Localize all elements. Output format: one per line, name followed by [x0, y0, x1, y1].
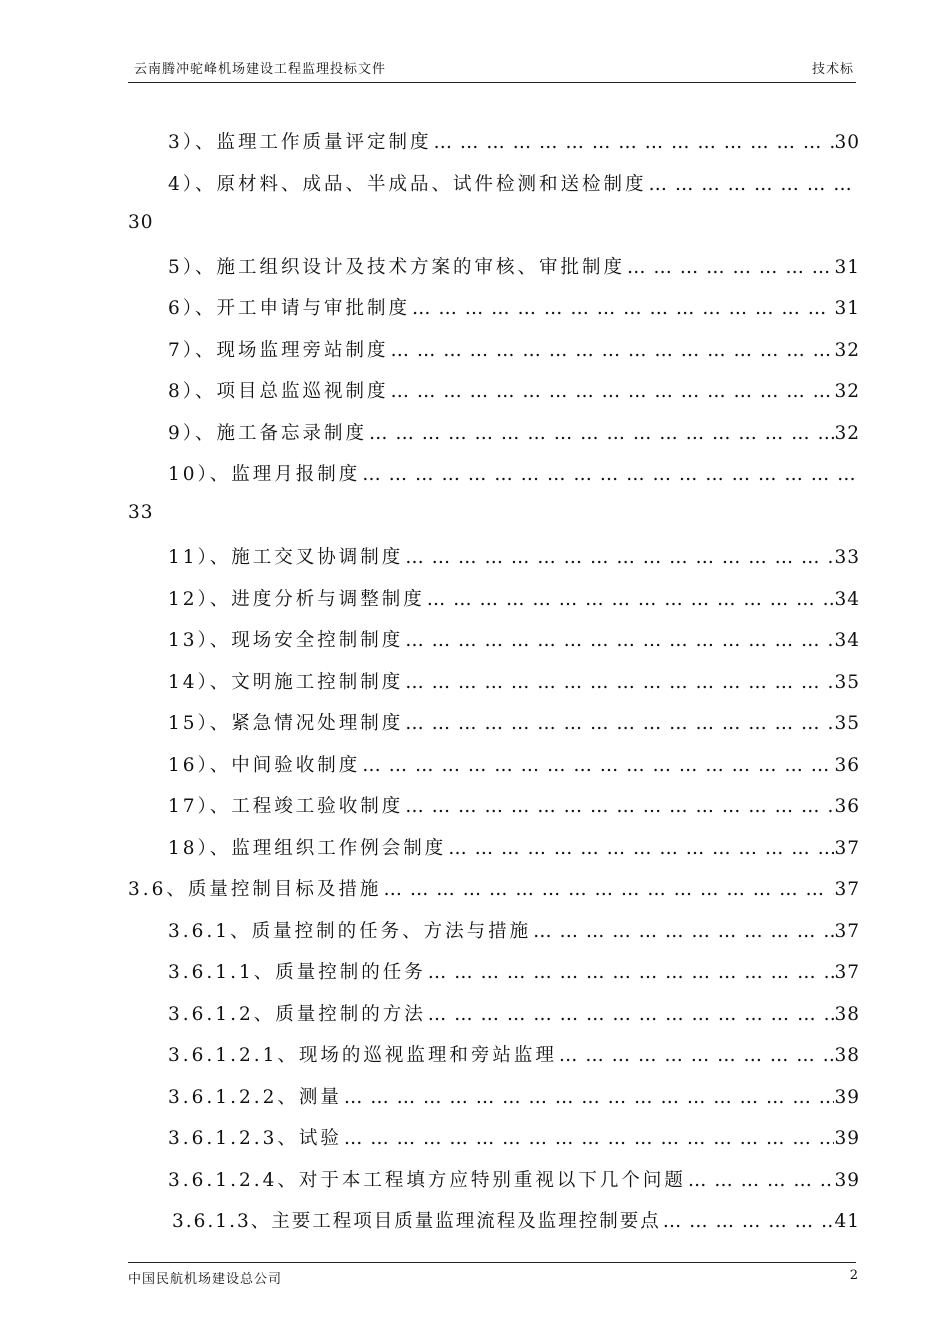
toc-entry-title: 8）、项目总监巡视制度: [168, 381, 389, 402]
toc-leader: [559, 1045, 835, 1066]
toc-entry-page: 39: [834, 1087, 860, 1108]
toc-entry[interactable]: [168, 917, 860, 945]
toc-leader: [627, 257, 834, 278]
toc-entry-page: 33: [128, 502, 154, 523]
footer-rule: [128, 1262, 856, 1263]
toc-entry-page: 30: [834, 132, 860, 153]
page-number: 2: [849, 1268, 858, 1283]
toc-entry[interactable]: [168, 1041, 860, 1069]
toc-entry-title: 3.6.1.2、质量控制的方法: [168, 1004, 426, 1025]
toc-leader: [344, 1087, 835, 1108]
toc-leader: [405, 713, 834, 734]
toc-entry-title: 3.6、质量控制目标及措施: [128, 879, 382, 900]
toc-entry-title: 16）、中间验收制度: [168, 755, 361, 776]
toc-entry-title: 14）、文明施工控制制度: [168, 672, 404, 693]
header-title: 云南腾冲驼峰机场建设工程监理投标文件: [134, 62, 387, 77]
toc-entry[interactable]: [168, 294, 860, 322]
toc-leader: [344, 1128, 835, 1149]
toc-entry[interactable]: [168, 253, 860, 281]
footer-company: 中国民航机场建设总公司: [128, 1272, 283, 1287]
toc-entry-page: 36: [834, 755, 860, 776]
toc-entry-page: 38: [834, 1045, 860, 1066]
toc-entry-title: 4）、原材料、成品、半成品、试件检测和送检制度: [168, 174, 647, 195]
toc-leader: [533, 921, 834, 942]
toc-entry-page: 37: [834, 838, 860, 859]
toc-entry-title: 3）、监理工作质量评定制度: [168, 132, 432, 153]
toc-entry[interactable]: [168, 1124, 860, 1152]
toc-entry[interactable]: [168, 128, 860, 156]
toc-leader: [412, 298, 834, 319]
toc-entry[interactable]: [168, 585, 860, 613]
toc-leader: [428, 962, 835, 983]
toc-entry-page: 36: [834, 796, 860, 817]
toc-leader: [663, 1211, 835, 1232]
toc-entry-page: 32: [834, 381, 860, 402]
toc-leader: [362, 755, 834, 776]
toc-leader: [427, 589, 835, 610]
toc-entry-title: 3.6.1.1、质量控制的任务: [168, 962, 426, 983]
toc-entry-page: 32: [834, 340, 860, 361]
toc-entry-title: 18）、监理组织工作例会制度: [168, 838, 447, 859]
toc-entry-page: 31: [834, 257, 860, 278]
toc-entry[interactable]: [168, 1083, 860, 1111]
toc-entry-title: 3.6.1.2.1、现场的巡视监理和旁站监理: [168, 1045, 557, 1066]
header-section: 技术标: [811, 62, 854, 77]
toc-entry-title: 9）、施工备忘录制度: [168, 423, 368, 444]
toc-entry-title: 11）、施工交叉协调制度: [168, 547, 404, 568]
toc-entry-page: 34: [834, 589, 860, 610]
toc-entry[interactable]: [168, 336, 860, 364]
toc-entry-page: 33: [834, 547, 860, 568]
toc-leader: [369, 423, 834, 444]
toc-entry-page: 35: [834, 672, 860, 693]
toc-entry-page: 37: [834, 879, 860, 900]
toc-leader: [649, 174, 860, 195]
toc-entry-page: 31: [834, 298, 860, 319]
toc-entry[interactable]: [168, 751, 860, 779]
toc-leader: [391, 381, 835, 402]
toc-entry[interactable]: [172, 1207, 860, 1235]
toc-entry[interactable]: [168, 377, 860, 405]
toc-entry[interactable]: [168, 792, 860, 820]
toc-entry[interactable]: [168, 1166, 860, 1194]
toc-entry-page: 39: [834, 1170, 860, 1191]
toc-leader: [405, 547, 834, 568]
toc-leader: [383, 879, 834, 900]
toc-entry[interactable]: [168, 419, 860, 447]
toc-leader: [448, 838, 834, 859]
toc-entry-title: 10）、监理月报制度: [168, 464, 361, 485]
toc-entry[interactable]: [168, 709, 860, 737]
toc-entry-title: 3.6.1.3、主要工程项目质量监理流程及监理控制要点: [172, 1211, 661, 1232]
toc-leader: [428, 1004, 835, 1025]
toc-leader: [362, 464, 860, 485]
toc-entry[interactable]: [168, 958, 860, 986]
toc-entry[interactable]: [168, 170, 860, 198]
toc-entry-page: 30: [128, 212, 154, 233]
toc-entry[interactable]: [128, 875, 860, 903]
toc-entry-page: 35: [834, 713, 860, 734]
toc-leader: [405, 630, 834, 651]
toc-entry-title: 17）、工程竣工验收制度: [168, 796, 404, 817]
toc-leader: [688, 1170, 835, 1191]
toc-entry[interactable]: [168, 626, 860, 654]
toc-entry-page: 38: [834, 1004, 860, 1025]
toc-entry-title: 3.6.1.2.4、对于本工程填方应特别重视以下几个问题: [168, 1170, 686, 1191]
toc-entry-title: 3.6.1、质量控制的任务、方法与措施: [168, 921, 532, 942]
toc-entry-title: 3.6.1.2.2、测量: [168, 1087, 342, 1108]
toc-entry-title: 5）、施工组织设计及技术方案的审核、审批制度: [168, 257, 626, 278]
page-header: [128, 58, 856, 82]
toc-entry[interactable]: [168, 543, 860, 571]
toc-entry-page: 32: [834, 423, 860, 444]
header-rule: [128, 82, 856, 83]
toc-entry-title: 6）、开工申请与审批制度: [168, 298, 411, 319]
toc-leader: [391, 340, 835, 361]
toc-entry-page: 37: [834, 921, 860, 942]
toc-entry[interactable]: [168, 834, 860, 862]
toc-entry-title: 13）、现场安全控制制度: [168, 630, 404, 651]
toc-entry-title: 7）、现场监理旁站制度: [168, 340, 389, 361]
toc-entry-title: 12）、进度分析与调整制度: [168, 589, 425, 610]
toc-entry-page: 39: [834, 1128, 860, 1149]
toc-entry-title: 15）、紧急情况处理制度: [168, 713, 404, 734]
toc-entry-page: 34: [834, 630, 860, 651]
toc-entry-page: 41: [834, 1211, 860, 1232]
toc-entry[interactable]: [168, 1000, 860, 1028]
toc-leader: [405, 672, 834, 693]
toc-leader: [405, 796, 834, 817]
toc-entry-title: 3.6.1.2.3、试验: [168, 1128, 342, 1149]
toc-entry[interactable]: [168, 668, 860, 696]
toc-leader: [434, 132, 835, 153]
toc-entry[interactable]: [168, 460, 860, 488]
toc-entry-page: 37: [834, 962, 860, 983]
